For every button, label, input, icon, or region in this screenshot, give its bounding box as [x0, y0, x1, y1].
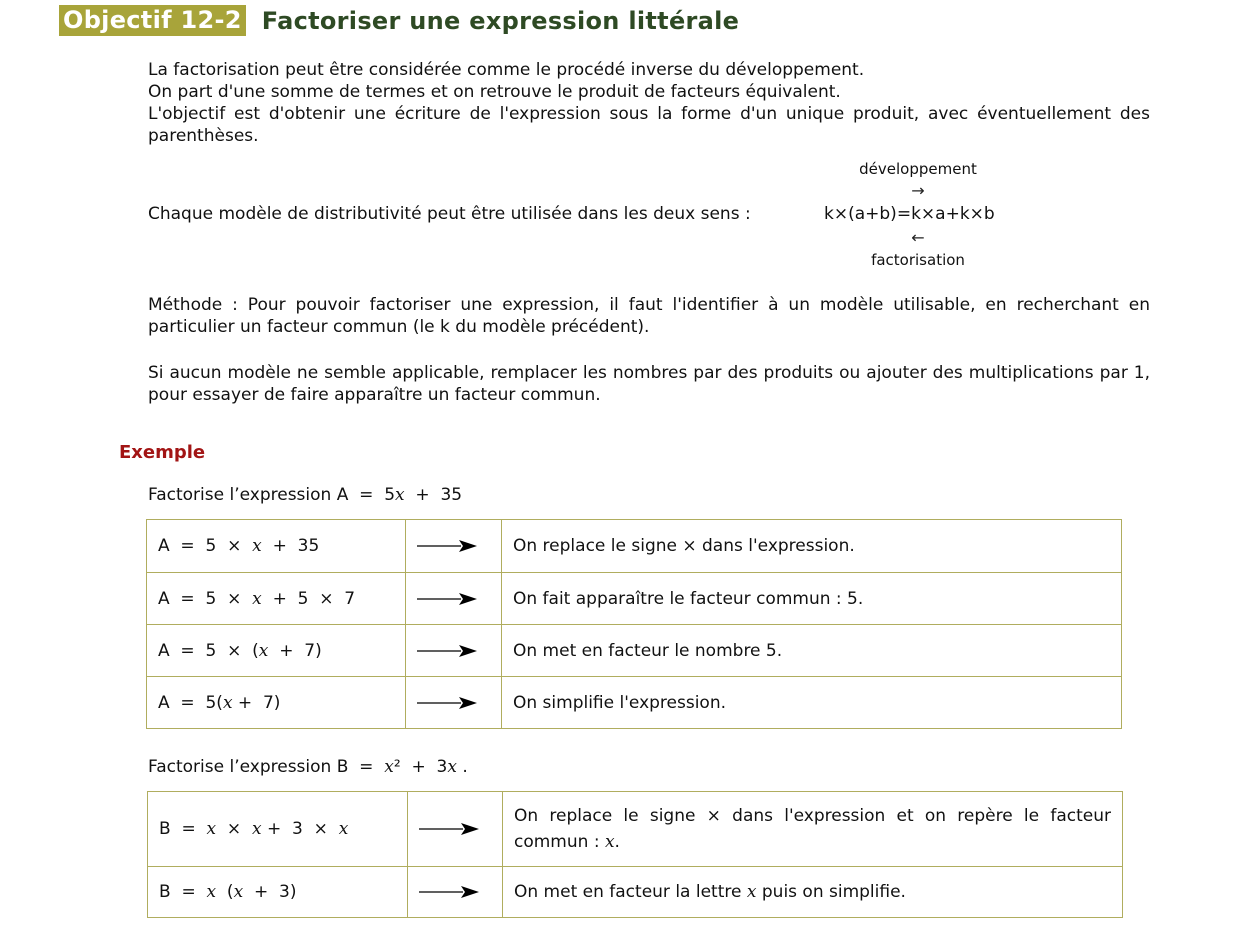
example-heading: Exemple [119, 442, 206, 463]
explanation-cell: On replace le signe × dans l'expression. [502, 520, 1122, 573]
intro-line-1: La factorisation peut être considérée comme le procédé inverse du développement. [148, 60, 865, 80]
explanation-cell: On met en facteur le nombre 5. [502, 625, 1122, 677]
page-title: Factoriser une expression littérale [261, 6, 740, 35]
expression-cell: B = x (x + 3) [148, 867, 408, 918]
objective-badge: Objectif 12-2 [59, 5, 246, 36]
table-row [148, 867, 1123, 918]
arrow-cell [406, 520, 502, 573]
formula-equals: = [896, 204, 912, 224]
table-row [148, 792, 1123, 867]
formula-right: k×a+k×b [911, 204, 995, 224]
intro-line-3: L'objectif est d'obtenir une écriture de l'expression sous la forme d'un unique produit, avec éventuellement des parenthèses. [148, 104, 1150, 146]
expression-cell: A = 5 × (x + 7) [147, 625, 406, 677]
long-right-arrow-icon [417, 539, 479, 553]
long-right-arrow-icon [417, 644, 479, 658]
table-row [147, 573, 1122, 625]
expression-cell: B = x × x + 3 × x [148, 792, 408, 867]
factorisation-label: factorisation [871, 251, 965, 269]
example-b-table [147, 791, 1123, 918]
expression-cell: A = 5 × x + 5 × 7 [147, 573, 406, 625]
development-label: développement [859, 160, 977, 178]
tip-paragraph: Si aucun modèle ne semble applicable, remplacer les nombres par des produits ou ajouter des multiplications par 1, pour essayer de faire apparaître un facteur commun. [148, 363, 1150, 405]
table-row [147, 625, 1122, 677]
expression-cell: A = 5(x + 7) [147, 677, 406, 729]
long-right-arrow-icon [417, 592, 479, 606]
arrow-cell [406, 573, 502, 625]
intro-line-2: On part d'une somme de termes et on retrouve le produit de facteurs équivalent. [148, 82, 841, 102]
arrow-cell [406, 625, 502, 677]
page-header [59, 5, 739, 36]
distributivity-sentence: Chaque modèle de distributivité peut être utilisée dans les deux sens : [148, 204, 751, 224]
example-a-table [146, 519, 1122, 729]
table-row [147, 677, 1122, 729]
arrow-cell [408, 792, 503, 867]
arrow-cell [406, 677, 502, 729]
explanation-cell: On met en facteur la lettre x puis on simplifie. [503, 867, 1123, 918]
long-right-arrow-icon [417, 696, 479, 710]
method-paragraph: Méthode : Pour pouvoir factoriser une expression, il faut l'identifier à un modèle utilisable, en recherchant en particulier un facteur commun (le k du modèle précédent). [148, 295, 1150, 337]
formula-left: k×(a+b) [824, 204, 897, 224]
explanation-cell: On fait apparaître le facteur commun : 5. [502, 573, 1122, 625]
table-row [147, 520, 1122, 573]
explanation-cell: On simplifie l'expression. [502, 677, 1122, 729]
task-b: Factorise l’expression B = x² + 3x . [148, 757, 468, 777]
expression-cell: A = 5 × x + 35 [147, 520, 406, 573]
intro-paragraph [148, 59, 1150, 147]
long-right-arrow-icon [419, 822, 481, 836]
distributivity-formula [824, 203, 995, 225]
arrow-cell [408, 867, 503, 918]
long-right-arrow-icon [419, 885, 481, 899]
task-a: Factorise l’expression A = 5x + 35 [148, 485, 463, 505]
explanation-cell: On replace le signe × dans l'expression et on repère le facteur commun : x. [503, 792, 1123, 867]
